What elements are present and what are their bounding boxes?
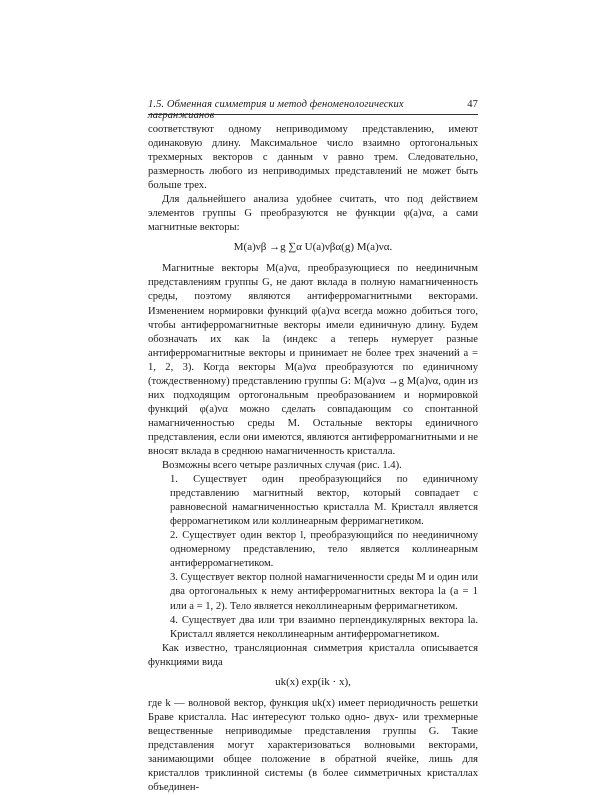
header-rule <box>148 114 478 115</box>
paragraph-2: Для дальнейшего анализа удобнее считать, что под действием элементов группы G преобразуются не функции φ(a)να, а сами магнитные векторы: <box>148 194 478 234</box>
list-item: 3. Существует вектор полной намагниченности среды M и один или два ортогональных к нему антиферромагнитных вектора la (a = 1 или a = 1, 2). Тело является неколлинеарным ферримагнетиком. <box>170 572 478 612</box>
paragraph-3: Магнитные векторы M(a)να, преобразующиеся по неединичным представлениям группы G, не дают вклада в полную намагниченность среды, поэтому являются антиферромагнитными векторами. Изменением нормировки функций φ(a)να всегда можно добиться того, чтобы антиферромагнитные векторы имели единичную длину. Будем обозначать их как la (индекс a теперь нумерует разные антиферромагнитные векторы и принимает не более трех значений a = 1, 2, 3). Когда векторы M(a)να преобразуются по единичному (тождественному) представлению группы G: M(a)να →g M(a)να, один из них подходящим ортогональным преобразованием и нормировкой функций φ(a)να можно сделать совпадающим со спонтанной намагниченностью среды M. Остальные векторы единичного представления, если они имеются, являются антиферромагнитными и не вносят вклада в среднюю намагниченность кристалла. <box>148 263 478 457</box>
list-item: 1. Существует один преобразующийся по единичному представлению магнитный вектор, который совпадает с равновесной намагниченностью кристалла M. Кристалл является ферромагнетиком или коллинеарным ферримагнетиком. <box>170 474 478 528</box>
cases-list <box>148 473 478 642</box>
paragraph-4: Возможны всего четыре различных случая (рис. 1.4). <box>162 460 402 472</box>
running-head <box>148 99 478 121</box>
paragraph-5: Как известно, трансляционная симметрия кристалла описывается функциями вида <box>148 642 478 668</box>
section-title: 1.5. Обменная симметрия и метод феноменологических лагранжианов <box>148 99 404 121</box>
page-number: 47 <box>467 99 478 110</box>
list-item: 4. Существует два или три взаимно перпендикулярных вектора la. Кристалл является неколлинеарным антиферромагнетиком. <box>170 614 478 640</box>
paragraph-6: где k — волновой вектор, функция uk(x) имеет периодичность решетки Браве кристалла. Нас интересуют только одно- двух- или трехмерные вещественные неприводимые представления группы G. Такие представления могут характеризоваться волновыми векторами, занимающими общее положение в обратной ячейке, лишь для кристаллов триклинной системы (в более симметричных кристаллах объединен- <box>148 697 478 794</box>
body-text <box>148 123 478 795</box>
formula-bloch: uk(x) exp(ik · x), <box>275 675 351 688</box>
formula-transformation: M(a)νβ →g ∑α U(a)νβα(g) M(a)να. <box>233 241 393 254</box>
paragraph-1: соответствуют одному неприводимому представлению, имеют одинаковую длину. Максимальное число взаимно ортогональных трехмерных векторов с данным ν равно трем. Следовательно, размерность любого из неприводимых представлений не может быть больше трех. <box>148 124 478 192</box>
list-item: 2. Существует один вектор l, преобразующийся по неединичному одномерному представлению, тело является коллинеарным антиферромагнетиком. <box>170 530 478 570</box>
